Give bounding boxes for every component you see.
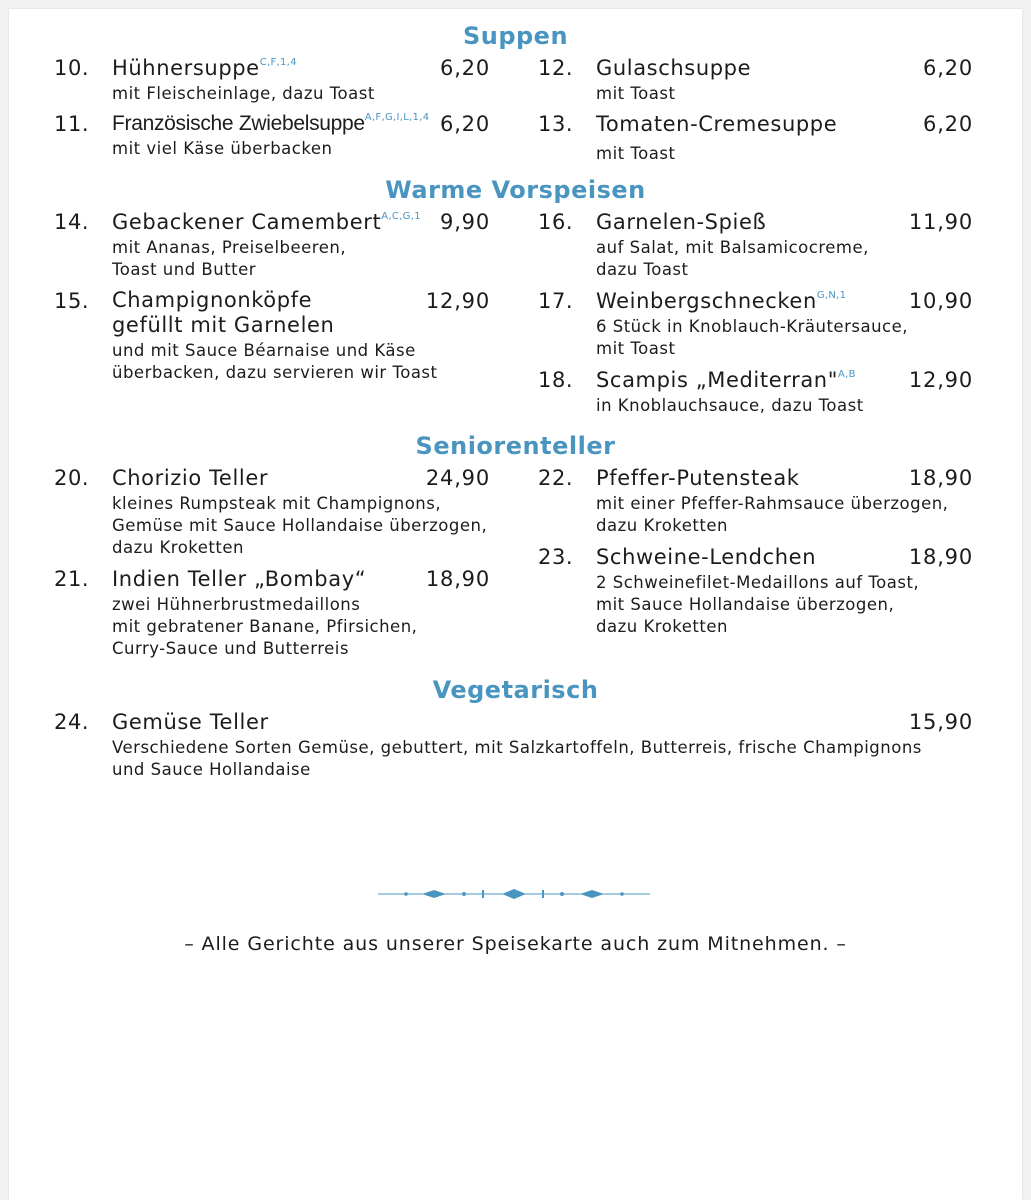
item-name: Scampis „Mediterran" — [596, 368, 838, 392]
item-name: Pfeffer-Putensteak — [596, 466, 800, 490]
item-price: 18,90 — [425, 567, 490, 591]
item-description-line: und mit Sauce Béarnaise und Käse — [112, 341, 416, 360]
menu-item-17 — [538, 288, 973, 364]
item-description-line: mit Toast — [596, 84, 676, 103]
menu-item-10 — [54, 55, 490, 107]
allergen-codes: C,F,1,4 — [259, 57, 297, 68]
section-heading-warme-vorspeisen: Warme Vorspeisen — [385, 176, 646, 204]
item-title — [596, 111, 837, 137]
item-name: Tomaten-Cremesuppe — [596, 112, 838, 136]
item-description-line: mit Sauce Hollandaise überzogen, — [596, 595, 895, 614]
item-number: 17. — [538, 289, 574, 313]
item-price: 6,20 — [440, 112, 490, 136]
menu-item-12 — [538, 55, 973, 107]
item-description-line: dazu Kroketten — [596, 617, 728, 636]
section-heading-seniorenteller: Seniorenteller — [415, 432, 616, 460]
section-heading-suppen: Suppen — [462, 22, 569, 50]
item-description-line: mit Toast — [596, 339, 676, 358]
item-name: Gebackener Camembert — [112, 210, 382, 234]
menu-item-16 — [538, 209, 973, 285]
item-description-line: 6 Stück in Knoblauch-Kräutersauce, — [596, 317, 908, 336]
item-name: Gulaschsuppe — [596, 56, 752, 80]
item-title — [596, 288, 846, 314]
item-price: 6,20 — [440, 56, 490, 80]
item-title — [596, 544, 816, 570]
item-number: 16. — [538, 210, 574, 234]
menu-item-18 — [538, 367, 973, 419]
item-price: 18,90 — [908, 466, 973, 490]
item-description-line: mit Fleischeinlage, dazu Toast — [112, 84, 375, 103]
item-name: Gemüse Teller — [112, 710, 269, 734]
allergen-codes: A,F,G,I,L,1,4 — [364, 112, 430, 123]
item-name: Weinbergschnecken — [596, 289, 817, 313]
item-price: 10,90 — [908, 289, 973, 313]
item-price: 24,90 — [425, 466, 490, 490]
item-title — [112, 465, 268, 491]
item-title — [112, 709, 269, 735]
item-title — [112, 288, 372, 338]
item-description-line: überbacken, dazu servieren wir Toast — [112, 363, 438, 382]
section-heading-vegetarisch: Vegetarisch — [432, 676, 599, 704]
item-title — [112, 566, 366, 592]
allergen-codes: A,B — [837, 369, 856, 380]
item-title — [112, 55, 297, 81]
allergen-codes: G,N,1 — [816, 290, 847, 301]
item-name: Hühnersuppe — [112, 56, 260, 80]
item-description-line: auf Salat, mit Balsamicocreme, — [596, 238, 869, 257]
menu-item-13 — [538, 111, 973, 167]
item-description-line: mit viel Käse überbacken — [112, 139, 333, 158]
item-number: 15. — [54, 289, 90, 313]
item-name: Französische Zwiebelsuppe — [112, 112, 365, 135]
item-title — [112, 209, 421, 235]
item-description-line: und Sauce Hollandaise — [112, 760, 311, 779]
item-description-line: mit einer Pfeffer-Rahmsauce überzogen, — [596, 494, 949, 513]
item-number: 20. — [54, 466, 90, 490]
item-number: 23. — [538, 545, 574, 569]
item-description-line: dazu Kroketten — [112, 538, 244, 557]
item-description-line: in Knoblauchsauce, dazu Toast — [596, 396, 864, 415]
item-name: Indien Teller „Bombay“ — [112, 567, 367, 591]
item-description-line: Toast und Butter — [112, 260, 257, 279]
item-description-line: mit Toast — [596, 144, 676, 163]
item-name: Chorizio Teller — [112, 466, 269, 490]
menu-item-20 — [54, 465, 490, 563]
menu-item-23 — [538, 544, 973, 642]
menu-item-14 — [54, 209, 490, 285]
item-name: Garnelen-Spieß — [596, 210, 767, 234]
item-price: 15,90 — [908, 710, 973, 734]
item-price: 12,90 — [425, 289, 490, 313]
item-description-line: mit gebratener Banane, Pfirsichen, — [112, 617, 418, 636]
item-description-line: Verschiedene Sorten Gemüse, gebuttert, mit Salzkartoffeln, Butterreis, frische Champignons — [112, 738, 922, 757]
item-title — [596, 55, 751, 81]
item-title — [596, 209, 766, 235]
menu-item-24 — [54, 709, 973, 785]
item-description-line: 2 Schweinefilet-Medaillons auf Toast, — [596, 573, 920, 592]
item-number: 24. — [54, 710, 90, 734]
item-number: 10. — [54, 56, 90, 80]
item-description-line: Gemüse mit Sauce Hollandaise überzogen, — [112, 516, 488, 535]
item-description-line: dazu Toast — [596, 260, 689, 279]
menu-item-21 — [54, 566, 490, 664]
item-title — [112, 111, 429, 137]
item-number: 11. — [54, 112, 90, 136]
item-price: 6,20 — [923, 56, 973, 80]
menu-item-15 — [54, 288, 490, 388]
item-description-line: zwei Hühnerbrustmedaillons — [112, 595, 361, 614]
menu-item-22 — [538, 465, 973, 541]
item-description-line: mit Ananas, Preiselbeeren, — [112, 238, 347, 257]
item-name: Champignonköpfe gefüllt mit Garnelen — [112, 288, 335, 337]
ornament-divider-icon — [376, 884, 652, 904]
allergen-codes: A,C,G,1 — [381, 211, 421, 222]
item-price: 9,90 — [440, 210, 490, 234]
footer-takeaway-note: – Alle Gerichte aus unserer Speisekarte auch zum Mitnehmen. – — [184, 933, 847, 955]
item-title — [596, 465, 800, 491]
item-number: 12. — [538, 56, 574, 80]
menu-item-11 — [54, 111, 490, 163]
item-description-line: kleines Rumpsteak mit Champignons, — [112, 494, 442, 513]
item-number: 13. — [538, 112, 574, 136]
item-number: 21. — [54, 567, 90, 591]
item-price: 18,90 — [908, 545, 973, 569]
item-number: 22. — [538, 466, 574, 490]
item-price: 12,90 — [908, 368, 973, 392]
item-price: 11,90 — [908, 210, 973, 234]
item-name: Schweine-Lendchen — [596, 545, 817, 569]
item-price: 6,20 — [923, 112, 973, 136]
item-title — [596, 367, 856, 393]
item-number: 14. — [54, 210, 90, 234]
item-number: 18. — [538, 368, 574, 392]
item-description-line: Curry-Sauce und Butterreis — [112, 639, 349, 658]
item-description-line: dazu Kroketten — [596, 516, 728, 535]
